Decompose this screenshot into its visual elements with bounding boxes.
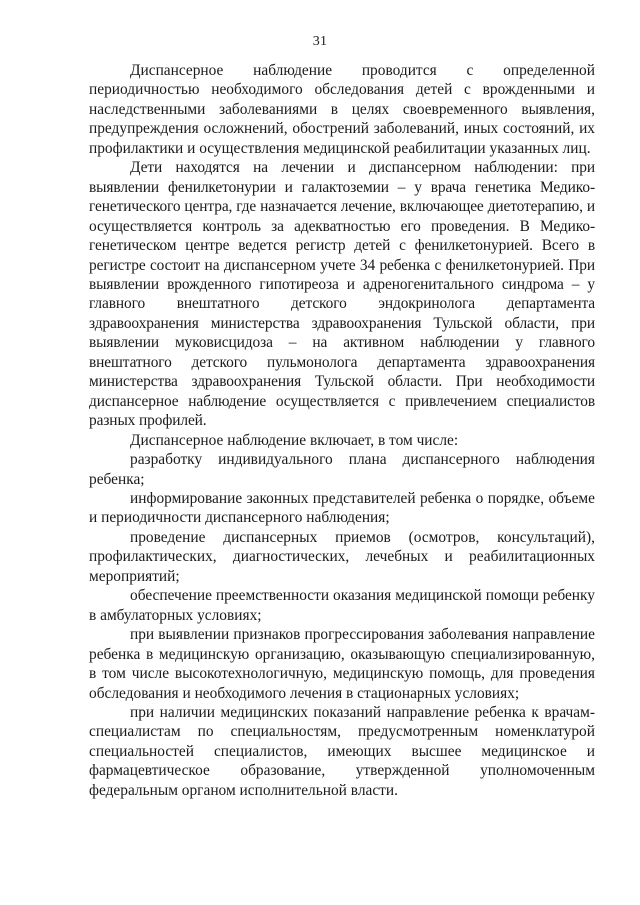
list-item-informing-representatives: информирование законных представителей ребенка о порядке, объеме и периодичности диспансерного наблюдения; — [89, 489, 595, 527]
list-item-conducting-appointments: проведение диспансерных приемов (осмотров, консультаций), профилактических, диагностических, лечебных и реабилитационных мероприятий; — [89, 528, 595, 585]
list-item-continuity-of-care: обеспечение преемственности оказания медицинской помощи ребенку в амбулаторных условиях; — [89, 587, 595, 624]
paragraph-observation-includes: Диспансерное наблюдение включает, в том числе: — [130, 431, 459, 449]
list-item-specialist-referral: при наличии медицинских показаний направление ребенка к врачам-специалистам по специальностям, предусмотренным номенклатурой специальностей специалистов, имеющих высшее медицинское и фармацевтическое образование, утвержденной уполномоченным федеральным органом исполнительной власти. — [89, 703, 595, 799]
paragraph-dispensary-purpose: Диспансерное наблюдение проводится с определенной периодичностью необходимого обследования детей с врожденными и наследственными заболеваниями в целях своевременного выявления, предупреждения осложнений, обострений заболеваний, иных состояний, их профилактики и осуществления медицинской реабилитации указанных лиц. — [89, 62, 595, 157]
list-item-progression-referral: при выявлении признаков прогрессирования заболевания направление ребенка в медицинскую организацию, оказывающую специализированную, в том числе высокотехнологичную, медицинскую помощь, для проведения обследования и необходимого лечения в стационарных условиях; — [89, 626, 595, 702]
list-item-individual-plan: разработку индивидуального плана диспансерного наблюдения ребенка; — [89, 451, 595, 488]
document-body — [89, 61, 595, 800]
page-number: 31 — [312, 34, 328, 49]
paragraph-children-observation: Дети находятся на лечении и диспансерном наблюдении: при выявлении фенилкетонурии и галактоземии – у врача генетика Медико-генетического центра, где назначается лечение, включающее диетотерапию, и осуществляется контроль за адекватностью его проведения. В Медико-генетическом центре ведется регистр детей с фенилкетонурией. Всего в регистре состоит на диспансерном учете 34 ребенка с фенилкетонурией. При выявлении врожденного гипотиреоза и адреногенитального синдрома – у главного внештатного детского эндокринолога департамента здравоохранения министерства здравоохранения Тульской области, при выявлении муковисцидоза – на активном наблюдении у главного внештатного детского пульмонолога департамента здравоохранения министерства здравоохранения Тульской области. При необходимости диспансерное наблюдение осуществляется с привлечением специалистов разных профилей. — [89, 159, 595, 430]
